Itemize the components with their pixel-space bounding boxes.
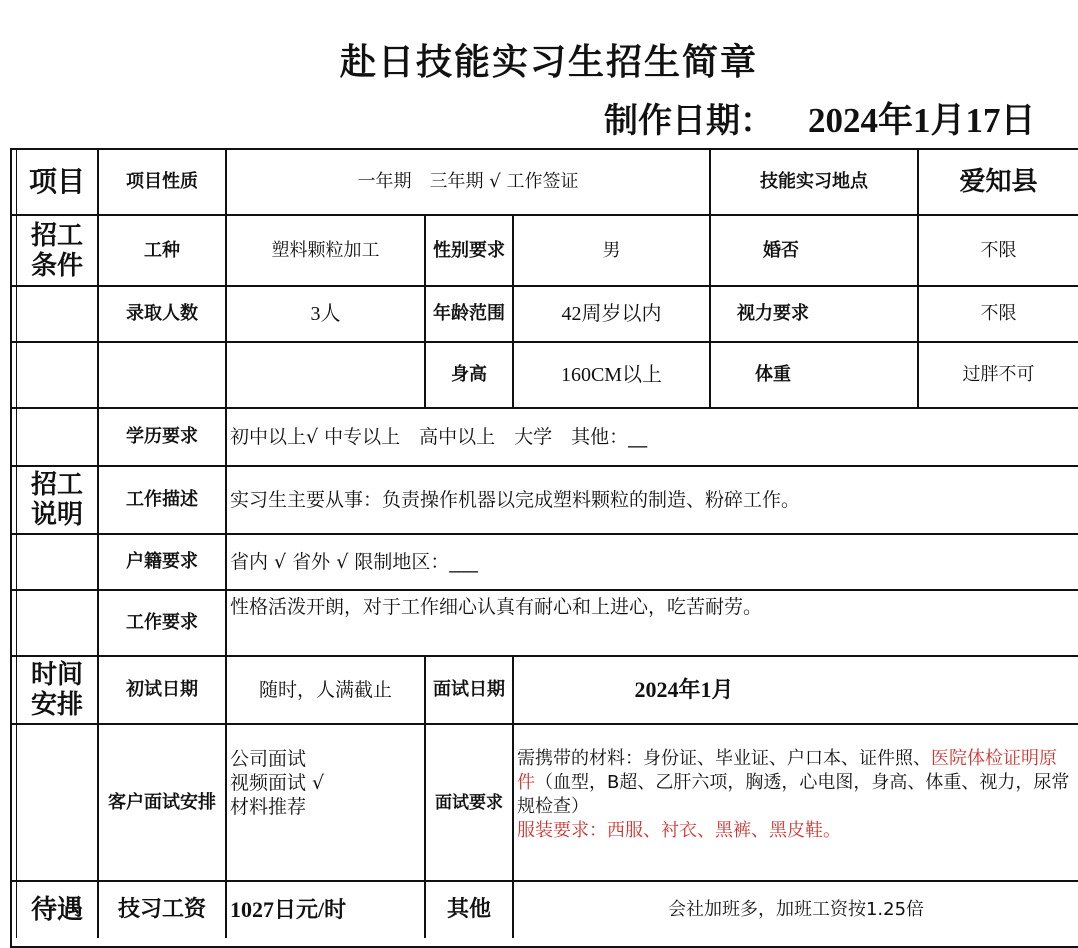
education-value: 初中以上√ 中专以上 高中以上 大学 其他：__ [230,426,648,448]
interview-date-label: 面试日期 [433,679,505,700]
height-label: 身高 [451,364,487,385]
work-description-label: 工作描述 [126,489,198,510]
document-title: 赴日技能实习生招生简章 [339,42,758,83]
option-video-interview: 视频面试 √ [230,772,325,794]
dress-code-text: 服装要求：西服、衬衣、黑裤、黑皮鞋。 [517,820,841,841]
project-type-label: 项目性质 [126,171,198,192]
other-value: 会社加班多，加班工资按1.25倍 [667,899,925,920]
first-test-date-value: 随时，人满截止 [258,679,392,701]
section-schedule: 时间安排 [30,660,83,720]
section-project: 项目 [28,165,85,198]
interview-requirement-value [514,725,1078,880]
weight-label: 体重 [755,364,791,385]
client-interview-options [227,725,424,880]
marriage-label: 婚否 [763,239,799,261]
option-material-recommendation: 材料推荐 [230,796,307,818]
gender-label: 性别要求 [433,239,505,261]
age-value: 42周岁以内 [561,303,662,325]
section-recruit-conditions: 招工条件 [30,220,83,281]
vision-label: 视力要求 [737,303,809,324]
wage-value: 1027日元/时 [230,897,347,922]
height-value: 160CM以上 [560,364,663,386]
project-type-value: 一年期 三年期 √ 工作签证 [357,171,579,192]
date-label: 制作日期： [604,101,774,141]
section-recruit-description: 招工说明 [30,470,83,530]
gender-value: 男 [602,239,621,261]
location-value: 爱知县 [959,167,1038,197]
job-type-value: 塑料颗粒加工 [271,239,380,261]
other-label: 其他 [446,897,491,922]
first-test-date-label: 初试日期 [126,679,198,700]
age-label: 年龄范围 [433,303,505,324]
education-label: 学历要求 [126,426,198,447]
work-requirement-value: 性格活泼开朗，对于工作细心认真有耐心和上进心，吃苦耐劳。 [230,596,763,618]
vision-value: 不限 [980,303,1017,324]
job-type-label: 工种 [144,239,180,261]
marriage-value: 不限 [980,239,1017,261]
interview-date-value: 2024年1月 [634,677,734,702]
interview-requirement-label: 面试要求 [435,792,503,813]
medical-items-text: （血型，B超、乙肝六项，胸透，心电图，身高、体重、视力，尿常规检查） [517,772,1070,817]
work-description-value: 实习生主要从事：负责操作机器以完成塑料颗粒的制造、粉碎工作。 [230,489,801,511]
hukou-label: 户籍要求 [126,551,198,572]
materials-text: 需携带的材料：身份证、毕业证、户口本、证件照、 [517,748,931,769]
section-compensation: 待遇 [30,895,83,925]
option-company-interview: 公司面试 [230,748,307,770]
location-label: 技能实习地点 [760,171,868,192]
client-interview-label: 客户面试安排 [108,791,216,813]
weight-value: 过胖不可 [962,364,1035,385]
date-value: 2024年1月17日 [808,101,1036,140]
headcount-value: 3人 [310,303,341,325]
hukou-value: 省内 √ 省外 √ 限制地区：___ [230,551,478,573]
medical-certificate-text: 医院体检证明原件 [517,748,1057,793]
work-requirement-label: 工作要求 [126,612,198,633]
wage-label: 技习工资 [117,897,206,922]
headcount-label: 录取人数 [126,303,198,324]
